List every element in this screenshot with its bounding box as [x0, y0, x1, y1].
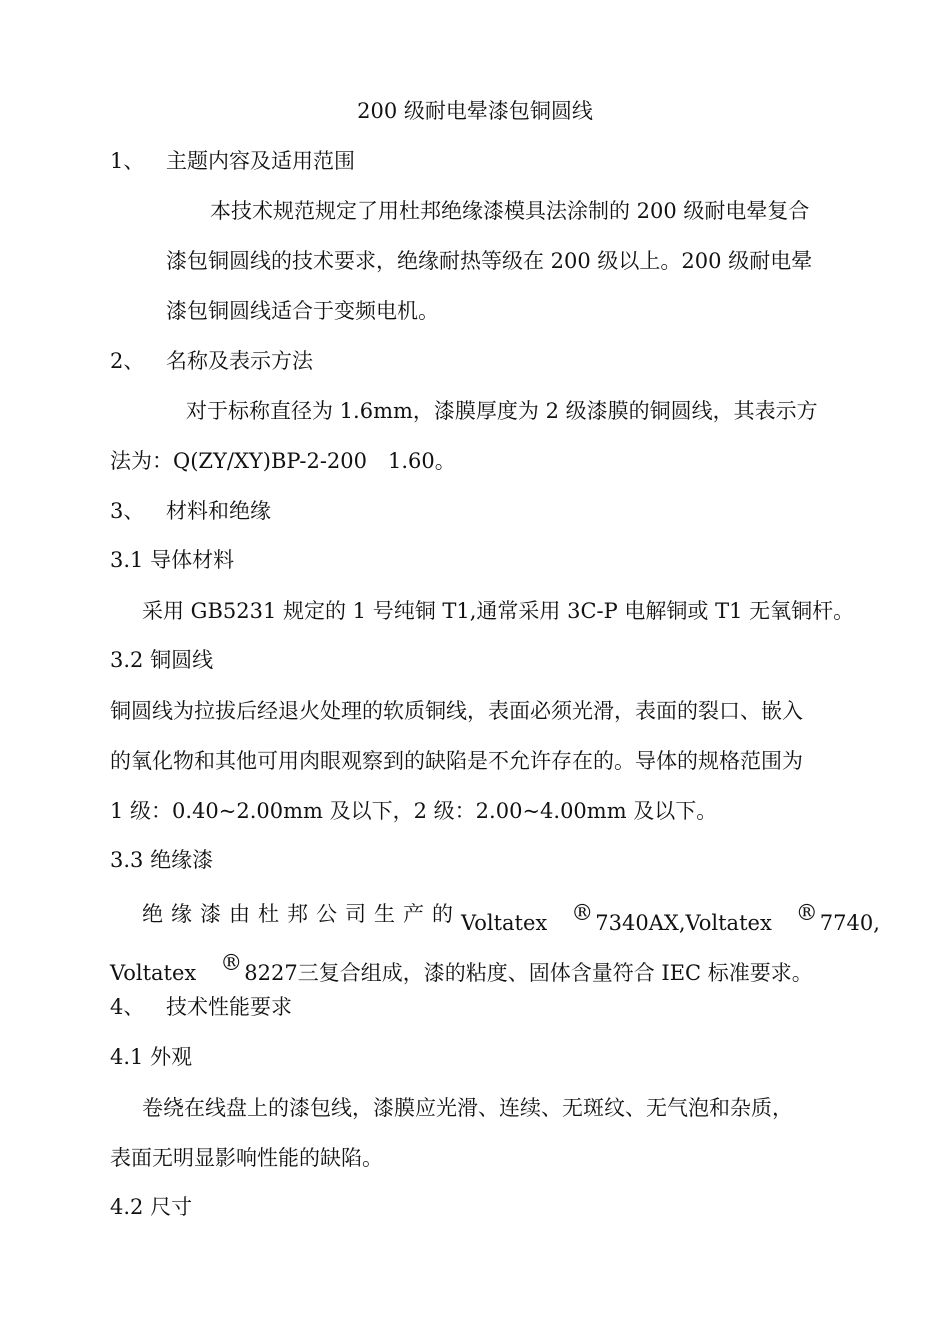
- section-number: 1、: [110, 149, 145, 173]
- registered-mark-icon: ®: [220, 951, 243, 976]
- paragraph-text: 三复合组成，漆的粘度、固体含量符合 IEC 标准要求。: [297, 961, 813, 985]
- paragraph-line: 漆包铜圆线的技术要求，绝缘耐热等级在 200 级以上。200 级耐电晕: [166, 249, 813, 273]
- paragraph-line: [142, 900, 880, 937]
- section-title: 主题内容及适用范围: [166, 149, 355, 173]
- paragraph-line: 漆包铜圆线适合于变频电机。: [166, 299, 439, 323]
- paragraph-line: 本技术规范规定了用杜邦绝缘漆模具法涂制的 200 级耐电晕复合: [210, 199, 810, 223]
- section-number: 4、: [110, 995, 145, 1019]
- section-title: 技术性能要求: [166, 995, 292, 1019]
- subsection-heading: 4.2 尺寸: [110, 1195, 193, 1219]
- document-title: 200 级耐电晕漆包铜圆线: [357, 99, 593, 123]
- brand-name: Voltatex: [110, 961, 197, 985]
- paragraph-line: 法为：Q(ZY/XY)BP-2-200 1.60。: [110, 449, 456, 473]
- paragraph-line: 表面无明显影响性能的缺陷。: [110, 1146, 383, 1170]
- section-number: 3、: [110, 499, 145, 523]
- registered-mark-icon: ®: [795, 901, 818, 926]
- subsection-heading: 4.1 外观: [110, 1045, 193, 1069]
- subsection-heading: 3.1 导体材料: [110, 548, 235, 572]
- section-title: 名称及表示方法: [166, 349, 313, 373]
- brand-name: Voltatex ®7740,: [685, 901, 880, 935]
- paragraph-text: 绝缘漆由杜邦公司生产的: [142, 902, 461, 926]
- registered-mark-icon: ®: [571, 901, 594, 926]
- paragraph-line: 对于标称直径为 1.6mm，漆膜厚度为 2 级漆膜的铜圆线，其表示方: [186, 399, 818, 423]
- section-number: 2、: [110, 349, 145, 373]
- section-title: 材料和绝缘: [166, 499, 271, 523]
- paragraph-line: 的氧化物和其他可用肉眼观察到的缺陷是不允许存在的。导体的规格范围为: [110, 749, 803, 773]
- product-code: 8227: [244, 961, 298, 985]
- subsection-heading: 3.3 绝缘漆: [110, 848, 214, 872]
- paragraph-line: [110, 950, 813, 987]
- paragraph-line: 采用 GB5231 规定的 1 号纯铜 T1,通常采用 3C-P 电解铜或 T1 无氧铜杆。: [142, 599, 855, 623]
- paragraph-line: 卷绕在线盘上的漆包线，漆膜应光滑、连续、无斑纹、无气泡和杂质，: [142, 1096, 793, 1120]
- paragraph-line: 铜圆线为拉拔后经退火处理的软质铜线，表面必须光滑，表面的裂口、嵌入: [110, 699, 803, 723]
- subsection-heading: 3.2 铜圆线: [110, 648, 214, 672]
- brand-name: Voltatex ®7340AX,: [461, 901, 686, 935]
- paragraph-line: 1 级：0.40~2.00mm 及以下，2 级：2.00~4.00mm 及以下。: [110, 799, 718, 823]
